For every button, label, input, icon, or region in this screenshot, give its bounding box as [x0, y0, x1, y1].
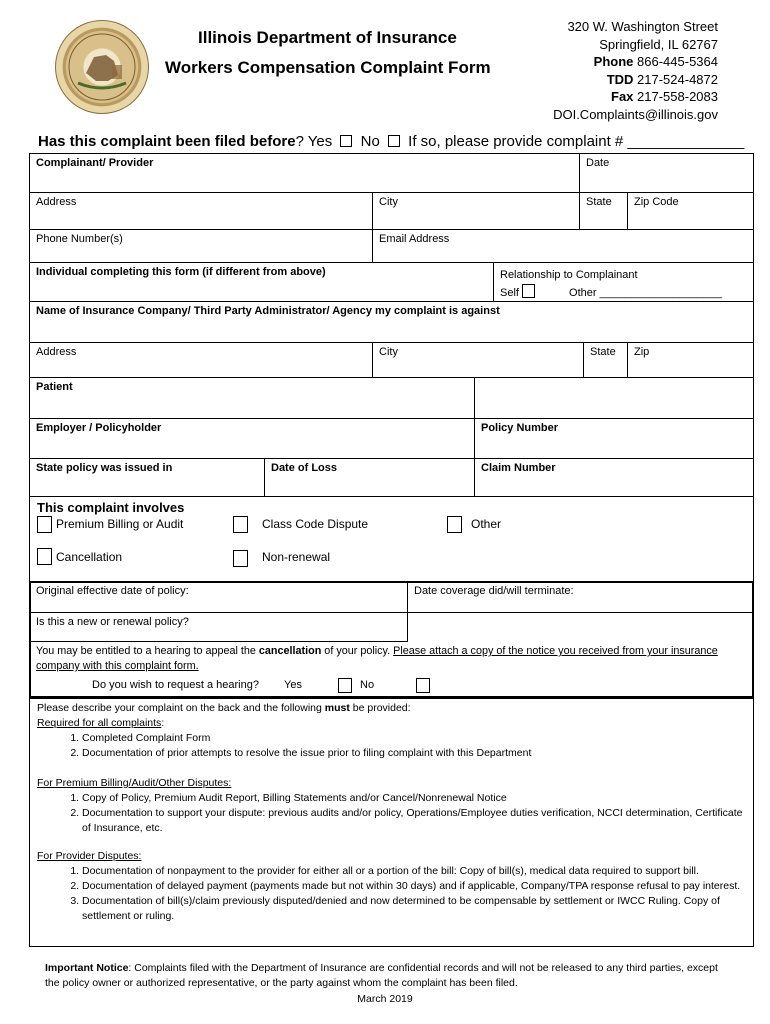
individual-completing-label: Individual completing this form (if different from above) [36, 266, 326, 278]
filed-before-question [38, 133, 744, 150]
city-state-zip: Springfield, IL 62767 [599, 36, 718, 52]
relationship-options [500, 284, 747, 302]
original-effective-date-field[interactable] [29, 581, 408, 613]
other-relationship-field[interactable]: Other ____________________ [569, 287, 722, 299]
class-code-checkbox[interactable] [233, 516, 248, 533]
other-involves-checkbox[interactable] [447, 516, 462, 533]
company-city-label: City [379, 346, 398, 358]
complainant-field[interactable] [29, 153, 580, 193]
important-notice-label: Important Notice [45, 962, 129, 974]
claim-number-label: Claim Number [481, 462, 556, 474]
company-address-label: Address [36, 346, 77, 358]
required-heading-colon: : [161, 717, 165, 729]
hearing-no-checkbox[interactable] [416, 678, 430, 693]
self-label: Self [500, 287, 519, 299]
policy-number-field[interactable] [474, 418, 754, 459]
complainant-state-field[interactable] [579, 192, 628, 230]
employer-label: Employer / Policyholder [36, 422, 162, 434]
self-checkbox[interactable] [522, 284, 535, 298]
form-title-department: Illinois Department of Insurance [198, 28, 457, 47]
phone-line [553, 53, 718, 71]
premium-disputes-heading: For Premium Billing/Audit/Other Disputes: [37, 777, 232, 789]
cancellation-label: Cancellation [56, 550, 123, 564]
state-policy-label: State policy was issued in [36, 462, 173, 474]
important-notice-text: : Complaints filed with the Department of Insurance are confidential records and will not be released to any third parties, except the policy owner or authorized representative, or the party against whom the complaint has been filed. [45, 962, 718, 989]
company-city-field[interactable] [372, 342, 584, 378]
tdd-line [553, 71, 718, 89]
hearing-text-mid: of your policy. [321, 645, 394, 657]
company-state-field[interactable] [583, 342, 628, 378]
individual-completing-field[interactable] [29, 262, 494, 302]
list-item: 1. Completed Complaint Form [82, 731, 746, 746]
email-address-label: Email Address [379, 233, 450, 245]
insurance-company-label: Name of Insurance Company/ Third Party Administrator/ Agency my complaint is against [36, 305, 500, 317]
relationship-label: Relationship to Complainant [500, 269, 638, 281]
phone-number: 866-445-5364 [637, 54, 718, 69]
premium-billing-checkbox[interactable] [37, 516, 52, 533]
patient-field[interactable] [29, 377, 475, 419]
new-or-renewal-label: Is this a new or renewal policy? [36, 616, 189, 628]
intro-text-start: Please describe your complaint on the back and the following [37, 702, 325, 714]
list-item: 1. Copy of Policy, Premium Audit Report, Billing Statements and/or Cancel/Nonrenewal Notice [82, 791, 746, 806]
filed-no-checkbox[interactable] [388, 135, 400, 147]
non-renewal-label: Non-renewal [262, 550, 331, 564]
complaint-number-field[interactable]: If so, please provide complaint # ______________ [408, 133, 745, 150]
original-effective-date-label: Original effective date of policy: [36, 585, 189, 597]
coverage-terminate-label: Date coverage did/will terminate: [414, 585, 574, 597]
address-label: Address [36, 196, 77, 208]
required-heading [37, 716, 746, 731]
filed-yes-checkbox[interactable] [340, 135, 352, 147]
hearing-notice [36, 644, 726, 674]
instructions-intro [37, 701, 746, 716]
hearing-text-cancellation: cancellation [258, 645, 322, 657]
instructions-section [29, 698, 754, 947]
company-zip-field[interactable] [627, 342, 754, 378]
filed-no-label: No [360, 133, 380, 150]
important-notice [45, 961, 735, 991]
tdd-label: TDD [606, 71, 634, 87]
company-state-label: State [590, 346, 616, 358]
form-title-name: Workers Compensation Complaint Form [165, 58, 491, 77]
relationship-field [493, 262, 754, 302]
date-of-loss-label: Date of Loss [271, 462, 338, 474]
hearing-yes-checkbox[interactable] [338, 678, 352, 693]
premium-billing-label: Premium Billing or Audit [56, 517, 184, 531]
filed-before-label: Has this complaint been filed before [38, 133, 296, 150]
complaint-involves-heading: This complaint involves [37, 500, 185, 515]
filed-yes-label: ? Yes [295, 133, 333, 150]
required-list [37, 731, 746, 761]
list-item: 2. Documentation of delayed payment (payments made but not within 30 days) and if applicable, Company/TPA response refusal to pay interest. [82, 879, 746, 894]
street-address: 320 W. Washington Street [567, 19, 718, 34]
complaint-involves-section [29, 496, 754, 582]
complainant-zip-field[interactable] [627, 192, 754, 230]
complainant-label: Complainant/ Provider [36, 157, 154, 169]
new-or-renewal-field[interactable] [29, 612, 408, 642]
class-code-label: Class Code Dispute [262, 517, 369, 531]
state-label: State [586, 196, 612, 208]
premium-list [37, 791, 746, 836]
policy-dates-section [29, 581, 754, 698]
coverage-terminate-field[interactable] [407, 581, 754, 613]
cancellation-checkbox[interactable] [37, 548, 52, 565]
form-revision-date: March 2019 [357, 993, 413, 1005]
illinois-state-seal-icon [55, 20, 149, 114]
other-involves-label: Other [471, 517, 502, 531]
hearing-yes-label: Yes [284, 679, 302, 691]
fax-number: 217-558-2083 [637, 89, 718, 104]
date-of-loss-field[interactable] [264, 458, 475, 497]
date-field[interactable] [579, 153, 754, 193]
list-item: 2. Documentation to support your dispute: previous audits and/or policy, Operations/Employee duties verification, NCCI determination, Certificate of Insurance, etc. [82, 806, 746, 836]
hearing-no-label: No [360, 679, 375, 691]
complainant-city-field[interactable] [372, 192, 580, 230]
request-hearing-label: Do you wish to request a hearing? [92, 679, 259, 691]
hearing-text-start: You may be entitled to a hearing to appeal the [36, 645, 259, 657]
required-heading-text: Required for all complaints [37, 717, 162, 729]
department-contact-block [553, 18, 718, 123]
intro-text-end: be provided: [349, 702, 411, 714]
state-policy-field[interactable] [29, 458, 265, 497]
list-item: 2. Documentation of prior attempts to resolve the issue prior to filing complaint with this Department [82, 746, 746, 761]
provider-list [37, 864, 746, 924]
list-item: 3. Documentation of bill(s)/claim previously disputed/denied and now determined to be compensable by settlement or IWCC Ruling. Copy of settlement or ruling. [82, 894, 746, 924]
employer-field[interactable] [29, 418, 475, 459]
date-label: Date [586, 157, 610, 169]
company-address-field[interactable] [29, 342, 373, 378]
complaints-email: DOI.Complaints@illinois.gov [553, 106, 718, 122]
city-label: City [379, 196, 398, 208]
policy-number-label: Policy Number [481, 422, 559, 434]
tdd-number: 217-524-4872 [637, 71, 718, 87]
patient-blank-cell [474, 377, 754, 419]
patient-label: Patient [36, 381, 73, 393]
fax-label: Fax [611, 89, 634, 104]
phone-numbers-label: Phone Number(s) [36, 233, 123, 245]
email-address-field[interactable] [372, 229, 754, 263]
provider-disputes-heading: For Provider Disputes: [37, 850, 142, 862]
hearing-text-attach-notice: Please attach a copy of the notice you received from your insurance company with this complaint form. [36, 645, 718, 672]
phone-numbers-field[interactable] [29, 229, 373, 263]
company-zip-label: Zip [634, 346, 650, 358]
non-renewal-checkbox[interactable] [233, 550, 248, 567]
intro-text-must: must [324, 702, 350, 714]
phone-label: Phone [593, 54, 634, 69]
zip-code-label: Zip Code [634, 196, 679, 208]
fax-line [553, 88, 718, 106]
complainant-address-field[interactable] [29, 192, 373, 230]
claim-number-field[interactable] [474, 458, 754, 497]
insurance-company-field[interactable] [29, 301, 754, 343]
list-item: 1. Documentation of nonpayment to the provider for either all or a portion of the bill: Copy of bill(s), medical data required to support bill. [82, 864, 746, 879]
